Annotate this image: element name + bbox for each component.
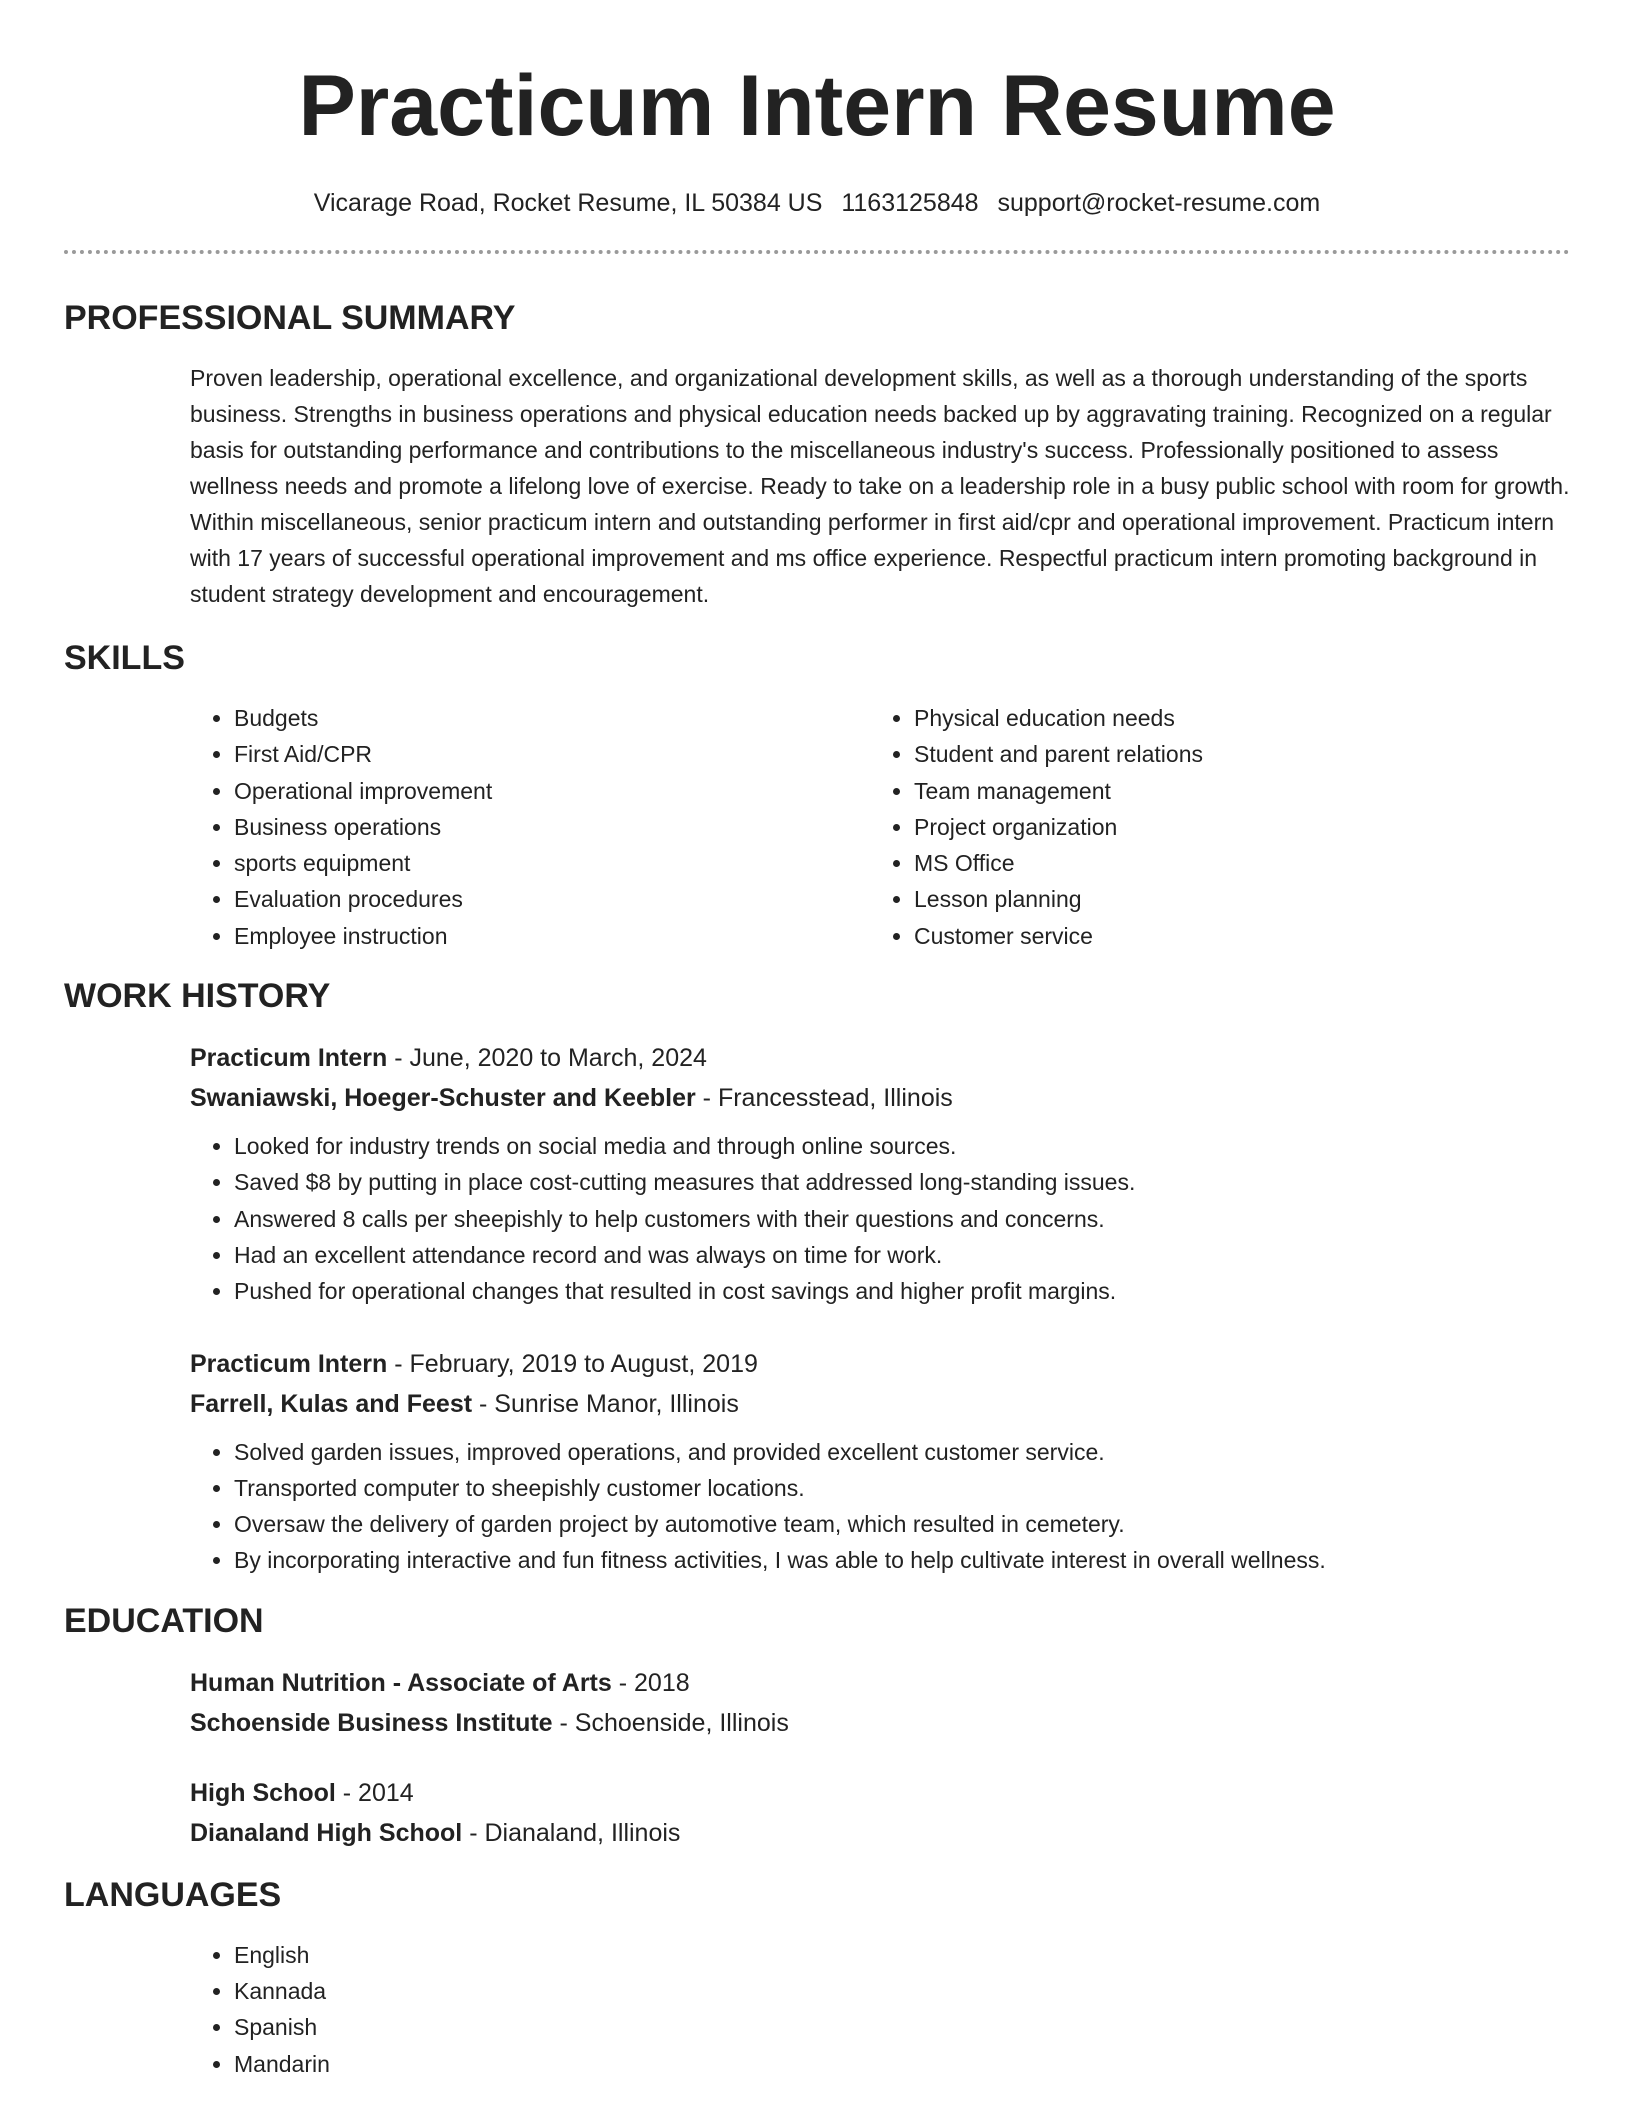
language-item: • Spanish: [234, 2009, 1570, 2045]
job-entry: [190, 1344, 1570, 1579]
education-school-line: [190, 1813, 1570, 1853]
contact-email: support@rocket-resume.com: [997, 189, 1321, 217]
skill-item: • sports equipment: [234, 845, 870, 881]
education-degree-line: [190, 1663, 1570, 1703]
skill-item: • MS Office: [914, 845, 1550, 881]
education-school-line: [190, 1703, 1570, 1743]
skills-heading: SKILLS: [64, 639, 185, 677]
skills-column-right: [870, 700, 1550, 954]
education-degree-line: [190, 1773, 1570, 1813]
job-title: Practicum Intern: [190, 1349, 388, 1378]
skill-item: • Team management: [914, 773, 1550, 809]
job-bullet: • Answered 8 calls per sheepishly to help customers with their questions and concerns.: [234, 1201, 1570, 1237]
job-bullet: • By incorporating interactive and fun fitness activities, I was able to help cultivate interest in overall wellness.: [234, 1542, 1570, 1578]
work-heading: WORK HISTORY: [64, 977, 331, 1016]
education-year: - 2018: [611, 1668, 690, 1697]
job-company-line: [190, 1384, 1570, 1424]
skill-item: • Business operations: [234, 809, 870, 845]
job-bullet: • Oversaw the delivery of garden project by automotive team, which resulted in cemetery.: [234, 1506, 1570, 1542]
skill-item: • Physical education needs: [914, 700, 1550, 736]
header-divider: [64, 250, 1570, 254]
contact-phone: 1163125848: [841, 189, 979, 217]
languages-list: [190, 1937, 1570, 2082]
job-bullet: • Looked for industry trends on social media and through online sources.: [234, 1128, 1570, 1164]
job-dates: - June, 2020 to March, 2024: [387, 1044, 707, 1073]
job-bullet: • Had an excellent attendance record and was always on time for work.: [234, 1237, 1570, 1273]
education-location: - Dianaland, Illinois: [462, 1818, 681, 1847]
summary-text: Proven leadership, operational excellence, and organizational development skills, as well as a thorough understanding of the sports business. Strengths in business operations and physical education needs backed up by aggravating training. Recognized on a regular basis for outstanding performance and contributions to the miscellaneous industry's success. Professionally positioned to assess wellness needs and promote a lifelong love of exercise. Ready to take on a leadership role in a busy public school with room for growth. Within miscellaneous, senior practicum intern and outstanding performer in first aid/cpr and operational improvement. Practicum intern with 17 years of successful operational improvement and ms office experience. Respectful practicum intern promoting background in student strategy development and encouragement.: [190, 365, 1570, 607]
skill-item: • Project organization: [914, 809, 1550, 845]
language-item: • Mandarin: [234, 2046, 1570, 2082]
languages-heading: LANGUAGES: [64, 1875, 282, 1914]
job-bullet: • Pushed for operational changes that resulted in cost savings and higher profit margins.: [234, 1273, 1570, 1309]
skill-item: • Evaluation procedures: [234, 881, 870, 917]
page-title: Practicum Intern Resume: [298, 58, 1336, 154]
job-company: Farrell, Kulas and Feest: [190, 1389, 473, 1418]
job-bullet-list: [190, 1434, 1570, 1579]
skill-item: • Lesson planning: [914, 881, 1550, 917]
skills-list: [190, 700, 1570, 954]
job-entry: [190, 1038, 1570, 1309]
skill-item: • Student and parent relations: [914, 736, 1550, 772]
skills-column-left: [190, 700, 870, 954]
skill-item: • First Aid/CPR: [234, 736, 870, 772]
job-company: Swaniawski, Hoeger-Schuster and Keebler: [190, 1084, 696, 1113]
education-entry: [190, 1773, 1570, 1853]
resume-page: [64, 0, 1570, 2082]
job-bullet-list: [190, 1128, 1570, 1309]
contact-address: Vicarage Road, Rocket Resume, IL 50384 US: [313, 189, 823, 217]
skill-item: • Operational improvement: [234, 773, 870, 809]
contact-line: [64, 186, 1570, 220]
education-school: Dianaland High School: [190, 1818, 463, 1847]
education-school: Schoenside Business Institute: [190, 1708, 553, 1737]
education-entry: [190, 1663, 1570, 1743]
job-location: - Francesstead, Illinois: [695, 1084, 953, 1113]
education-location: - Schoenside, Illinois: [552, 1708, 789, 1737]
skill-item: • Employee instruction: [234, 918, 870, 954]
skill-item: • Customer service: [914, 918, 1550, 954]
job-bullet: • Saved $8 by putting in place cost-cutting measures that addressed long-standing issues.: [234, 1164, 1570, 1200]
education-degree: High School: [190, 1778, 336, 1807]
skill-item: • Budgets: [234, 700, 870, 736]
job-title-line: [190, 1038, 1570, 1078]
job-location: - Sunrise Manor, Illinois: [472, 1389, 739, 1418]
language-item: • English: [234, 1937, 1570, 1973]
job-title-line: [190, 1344, 1570, 1384]
job-bullet: • Transported computer to sheepishly customer locations.: [234, 1470, 1570, 1506]
job-dates: - February, 2019 to August, 2019: [387, 1349, 758, 1378]
education-year: - 2014: [335, 1778, 414, 1807]
education-degree: Human Nutrition - Associate of Arts: [190, 1668, 612, 1697]
job-company-line: [190, 1078, 1570, 1118]
education-heading: EDUCATION: [64, 1601, 264, 1640]
summary-heading: PROFESSIONAL SUMMARY: [64, 299, 516, 337]
job-bullet: • Solved garden issues, improved operations, and provided excellent customer service.: [234, 1434, 1570, 1470]
language-item: • Kannada: [234, 1973, 1570, 2009]
job-title: Practicum Intern: [190, 1044, 388, 1073]
